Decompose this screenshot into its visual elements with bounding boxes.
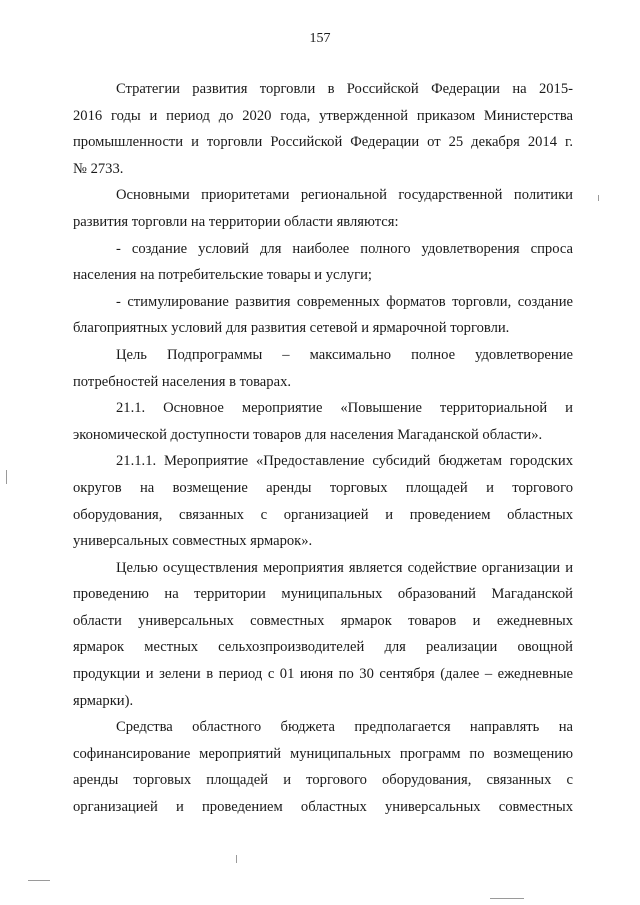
section-heading-21-1 — [73, 395, 573, 448]
page-number: 157 — [309, 31, 331, 46]
section-heading-21-1-1 — [73, 448, 573, 554]
scan-speck — [236, 855, 237, 863]
text-line: потребностей населения в товарах. — [73, 373, 292, 390]
text-line: населения на потребительские товары и услуги; — [73, 267, 372, 284]
text-line: развития торговли на территории области являются: — [73, 213, 399, 230]
scan-speck — [490, 898, 524, 899]
text-line: Средства областного бюджета предполагается направлять на — [116, 719, 573, 736]
text-line: софинансирование мероприятий муниципальных программ по возмещению — [73, 745, 573, 762]
paragraph-strategy-reference — [73, 76, 573, 182]
list-item-priority-formats — [73, 289, 573, 342]
document-body — [73, 76, 573, 821]
scan-speck — [598, 195, 599, 201]
text-line: продукции и зелени в период с 01 июня по 30 сентября (далее – ежедневные — [73, 666, 573, 683]
text-line: - стимулирование развития современных форматов торговли, создание — [116, 293, 573, 310]
text-line: аренды торговых площадей и торгового оборудования, связанных с — [73, 772, 573, 789]
text-line: 2016 годы и период до 2020 года, утвержденной приказом Министерства — [73, 107, 573, 124]
text-line: Цель Подпрограммы – максимально полное удовлетворение — [116, 346, 573, 363]
text-line: благоприятных условий для развития сетевой и ярмарочной торговли. — [73, 320, 510, 337]
paragraph-budget-funds — [73, 714, 573, 820]
paragraph-priorities-intro — [73, 182, 573, 235]
paragraph-subprogram-goal — [73, 342, 573, 395]
text-line: Целью осуществления мероприятия является содействие организации и — [116, 559, 573, 576]
text-line: 21.1. Основное мероприятие «Повышение территориальной и — [116, 400, 573, 417]
text-line: универсальных совместных ярмарок». — [73, 533, 313, 550]
text-line: экономической доступности товаров для населения Магаданской области». — [73, 426, 543, 443]
text-line: ярмарок местных сельхозпроизводителей для реализации овощной — [73, 639, 573, 656]
paragraph-measure-purpose — [73, 555, 573, 715]
scan-speck — [28, 880, 50, 881]
list-item-priority-conditions — [73, 236, 573, 289]
text-line: оборудования, связанных с организацией и проведением областных — [73, 506, 573, 523]
text-line: организацией и проведением областных универсальных совместных — [73, 799, 573, 816]
text-line: ярмарки). — [73, 692, 134, 709]
text-line: - создание условий для наиболее полного удовлетворения спроса — [116, 240, 573, 257]
text-line: 21.1.1. Мероприятие «Предоставление субсидий бюджетам городских — [116, 453, 573, 470]
text-line: № 2733. — [73, 160, 124, 177]
text-line: области универсальных совместных ярмарок товаров и ежедневных — [73, 612, 573, 629]
text-line: Основными приоритетами региональной государственной политики — [116, 187, 573, 204]
text-line: промышленности и торговли Российской Федерации от 25 декабря 2014 г. — [73, 134, 573, 151]
text-line: проведению на территории муниципальных образований Магаданской — [73, 586, 573, 603]
text-line: Стратегии развития торговли в Российской Федерации на 2015- — [116, 81, 573, 97]
scan-speck — [6, 470, 7, 484]
text-line: округов на возмещение аренды торговых площадей и торгового — [73, 479, 573, 496]
